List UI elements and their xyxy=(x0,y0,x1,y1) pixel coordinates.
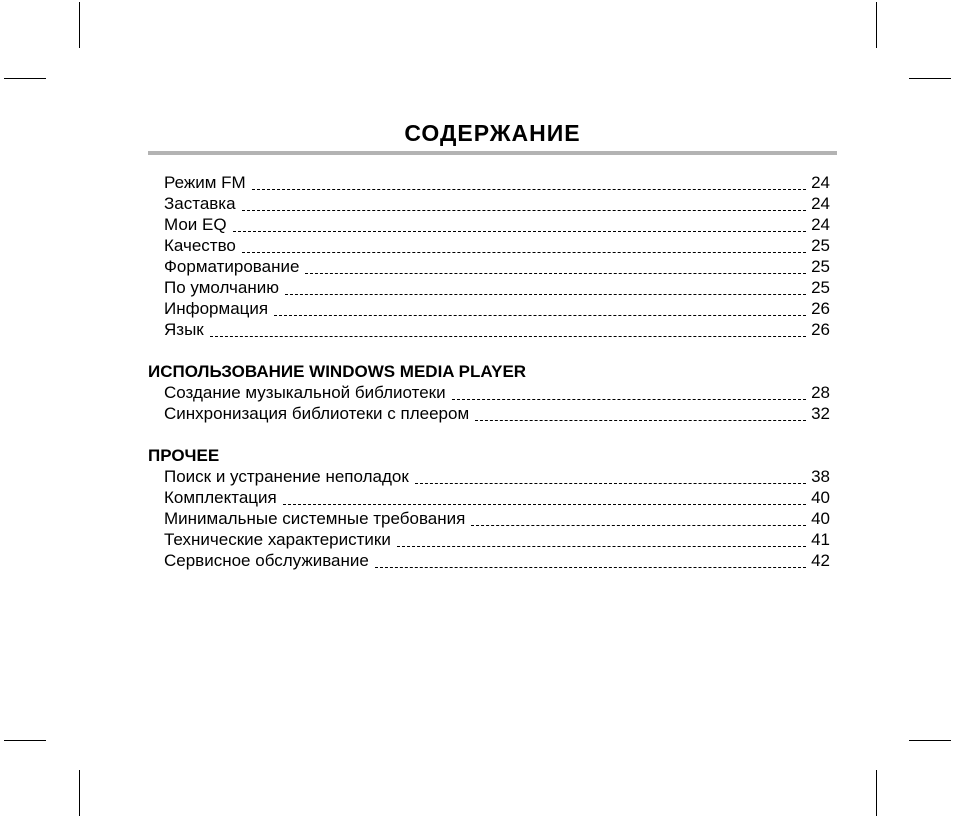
dot-leader xyxy=(475,419,806,421)
dot-leader xyxy=(397,545,806,547)
crop-mark xyxy=(909,740,951,741)
toc-entry[interactable] xyxy=(164,298,830,319)
toc-entry-page: 26 xyxy=(811,299,830,318)
page-title: СОДЕРЖАНИЕ xyxy=(404,120,581,146)
toc-entry-label: Заставка xyxy=(164,194,236,213)
crop-mark xyxy=(876,2,877,48)
toc-entry-label: Режим FM xyxy=(164,173,246,192)
section-heading: ПРОЧЕЕ xyxy=(148,446,220,465)
toc-entry[interactable] xyxy=(164,277,830,298)
crop-mark xyxy=(876,770,877,816)
dot-leader xyxy=(274,314,806,316)
dot-leader xyxy=(242,251,806,253)
dot-leader xyxy=(471,524,806,526)
dot-leader xyxy=(305,272,806,274)
toc-entry[interactable] xyxy=(164,319,830,340)
toc-entry-page: 40 xyxy=(811,509,830,528)
toc-entry-page: 40 xyxy=(811,488,830,507)
toc-entry-label: Сервисное обслуживание xyxy=(164,551,369,570)
toc-entry[interactable] xyxy=(164,403,830,424)
toc-entry-page: 38 xyxy=(811,467,830,486)
dot-leader xyxy=(210,335,806,337)
toc-entry[interactable] xyxy=(164,550,830,571)
dot-leader xyxy=(452,398,806,400)
toc-entry-page: 25 xyxy=(811,236,830,255)
toc-entry[interactable] xyxy=(164,256,830,277)
dot-leader xyxy=(233,230,806,232)
toc-entry-label: Синхронизация библиотеки с плеером xyxy=(164,404,470,423)
crop-mark xyxy=(79,770,80,816)
dot-leader xyxy=(283,503,806,505)
toc-entry-page: 24 xyxy=(811,173,830,192)
title-divider xyxy=(148,151,837,155)
toc-entry[interactable] xyxy=(164,487,830,508)
crop-mark xyxy=(79,2,80,48)
dot-leader xyxy=(252,188,806,190)
toc-entry-label: Мои EQ xyxy=(164,215,227,234)
toc-entry-label: Создание музыкальной библиотеки xyxy=(164,383,446,402)
toc-entry[interactable] xyxy=(164,529,830,550)
toc-entry-page: 28 xyxy=(811,383,830,402)
crop-mark xyxy=(4,78,46,79)
toc-entry[interactable] xyxy=(164,193,830,214)
toc-entry-label: Комплектация xyxy=(164,488,277,507)
dot-leader xyxy=(415,482,806,484)
toc-entry-page: 26 xyxy=(811,320,830,339)
toc-entry[interactable] xyxy=(164,466,830,487)
crop-mark xyxy=(4,740,46,741)
toc-entry[interactable] xyxy=(164,214,830,235)
toc-entry-label: Язык xyxy=(164,320,204,339)
toc-entry[interactable] xyxy=(164,172,830,193)
section-heading: ИСПОЛЬЗОВАНИЕ WINDOWS MEDIA PLAYER xyxy=(148,362,527,381)
crop-mark xyxy=(909,78,951,79)
toc-entry-label: Технические характеристики xyxy=(164,530,391,549)
toc-entry-label: Качество xyxy=(164,236,236,255)
toc-entry-label: Форматирование xyxy=(164,257,300,276)
toc-entry-label: По умолчанию xyxy=(164,278,279,297)
toc-entry[interactable] xyxy=(164,235,830,256)
toc-entry-page: 25 xyxy=(811,257,830,276)
toc-entry[interactable] xyxy=(164,382,830,403)
dot-leader xyxy=(242,209,806,211)
toc-entry-label: Минимальные системные требования xyxy=(164,509,466,528)
toc-entry-label: Информация xyxy=(164,299,269,318)
toc-entry-page: 24 xyxy=(811,194,830,213)
toc-entry-page: 25 xyxy=(811,278,830,297)
toc-entry-page: 41 xyxy=(811,530,830,549)
dot-leader xyxy=(375,566,806,568)
dot-leader xyxy=(285,293,806,295)
toc-entry-page: 24 xyxy=(811,215,830,234)
toc-entry-label: Поиск и устранение неполадок xyxy=(164,467,409,486)
toc-entry[interactable] xyxy=(164,508,830,529)
toc-entry-page: 32 xyxy=(811,404,830,423)
toc-entry-page: 42 xyxy=(811,551,830,570)
